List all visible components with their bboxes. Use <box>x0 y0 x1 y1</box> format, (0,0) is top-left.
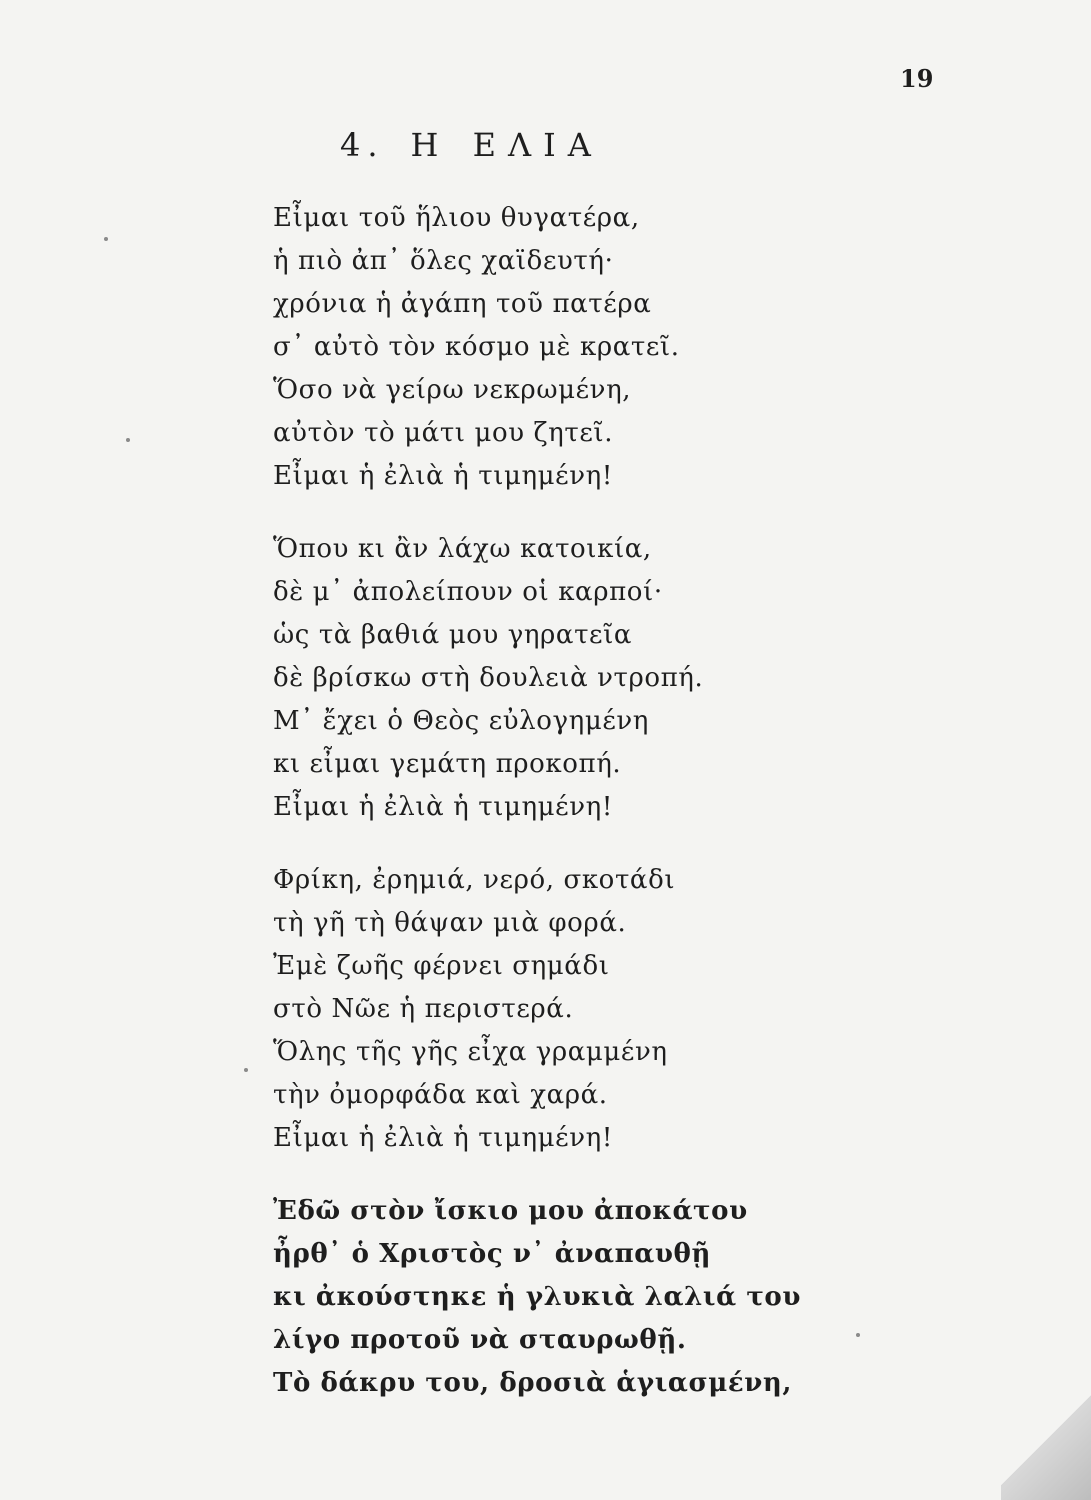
poem-body <box>273 197 833 1435</box>
verse-line: Φρίκη, ἐρημιά, νερό, σκοτάδι <box>273 865 676 895</box>
verse-line: Τὸ δάκρυ του, δροσιὰ ἁγιασμένη, <box>273 1368 793 1398</box>
verse-line: Ἐδῶ στὸν ἴσκιο μου ἀποκάτου <box>273 1196 748 1226</box>
verse-line: Ὅσο νὰ γείρω νεκρωμένη, <box>273 375 632 405</box>
verse-line: ὡς τὰ βαθιά μου γηρατεῖα <box>273 620 633 650</box>
verse-line: στὸ Νῶε ἡ περιστερά. <box>273 994 574 1024</box>
paper-speck <box>126 438 130 442</box>
verse-line: δὲ βρίσκω στὴ δουλειὰ ντροπή. <box>273 663 704 693</box>
verse-line: Ἐμὲ ζωῆς φέρνει σημάδι <box>273 951 610 981</box>
verse-line: Ὅπου κι ἂν λάχω κατοικία, <box>273 534 652 564</box>
poem-title <box>340 126 660 164</box>
verse-line: τὴ γῆ τὴ θάψαν μιὰ φορά. <box>273 908 627 938</box>
paper-speck <box>104 237 108 241</box>
paper-speck <box>244 1068 248 1072</box>
stanza-3 <box>273 859 833 1160</box>
verse-line: λίγο προτοῦ νὰ σταυρωθῇ. <box>273 1325 687 1355</box>
verse-line: σ᾿ αὐτὸ τὸν κόσμο μὲ κρατεῖ. <box>273 332 680 362</box>
verse-line: αὐτὸν τὸ μάτι μου ζητεῖ. <box>273 418 614 448</box>
verse-line: τὴν ὀμορφάδα καὶ χαρά. <box>273 1080 608 1110</box>
verse-line: κι εἶμαι γεμάτη προκοπή. <box>273 749 622 779</box>
poem-number: 4. <box>340 126 385 164</box>
paper-speck <box>856 1333 860 1337</box>
verse-line: Ὅλης τῆς γῆς εἶχα γραμμένη <box>273 1037 668 1067</box>
stanza-2 <box>273 528 833 829</box>
page-number: 19 <box>900 64 934 93</box>
poem-title-text: Η ΕΛΙΑ <box>410 126 603 164</box>
stanza-1 <box>273 197 833 498</box>
verse-line: κι ἀκούστηκε ἡ γλυκιὰ λαλιά του <box>273 1282 802 1312</box>
refrain-line: Εἶμαι ἡ ἐλιὰ ἡ τιμημένη! <box>273 461 613 491</box>
verse-line: ἦρθ᾿ ὁ Χριστὸς ν᾿ ἀναπαυθῇ <box>273 1239 711 1269</box>
verse-line: δὲ μ᾿ ἀπολείπουν οἱ καρποί· <box>273 577 663 607</box>
stanza-4 <box>273 1190 833 1405</box>
refrain-line: Εἶμαι ἡ ἐλιὰ ἡ τιμημένη! <box>273 792 613 822</box>
refrain-line: Εἶμαι ἡ ἐλιὰ ἡ τιμημένη! <box>273 1123 613 1153</box>
page-corner-curl <box>1001 1380 1091 1500</box>
verse-line: Μ᾿ ἔχει ὁ Θεὸς εὐλογημένη <box>273 706 649 736</box>
verse-line: χρόνια ἡ ἀγάπη τοῦ πατέρα <box>273 289 652 319</box>
verse-line: Εἶμαι τοῦ ἥλιου θυγατέρα, <box>273 203 640 233</box>
verse-line: ἡ πιὸ ἀπ᾿ ὅλες χαϊδευτή· <box>273 246 614 276</box>
